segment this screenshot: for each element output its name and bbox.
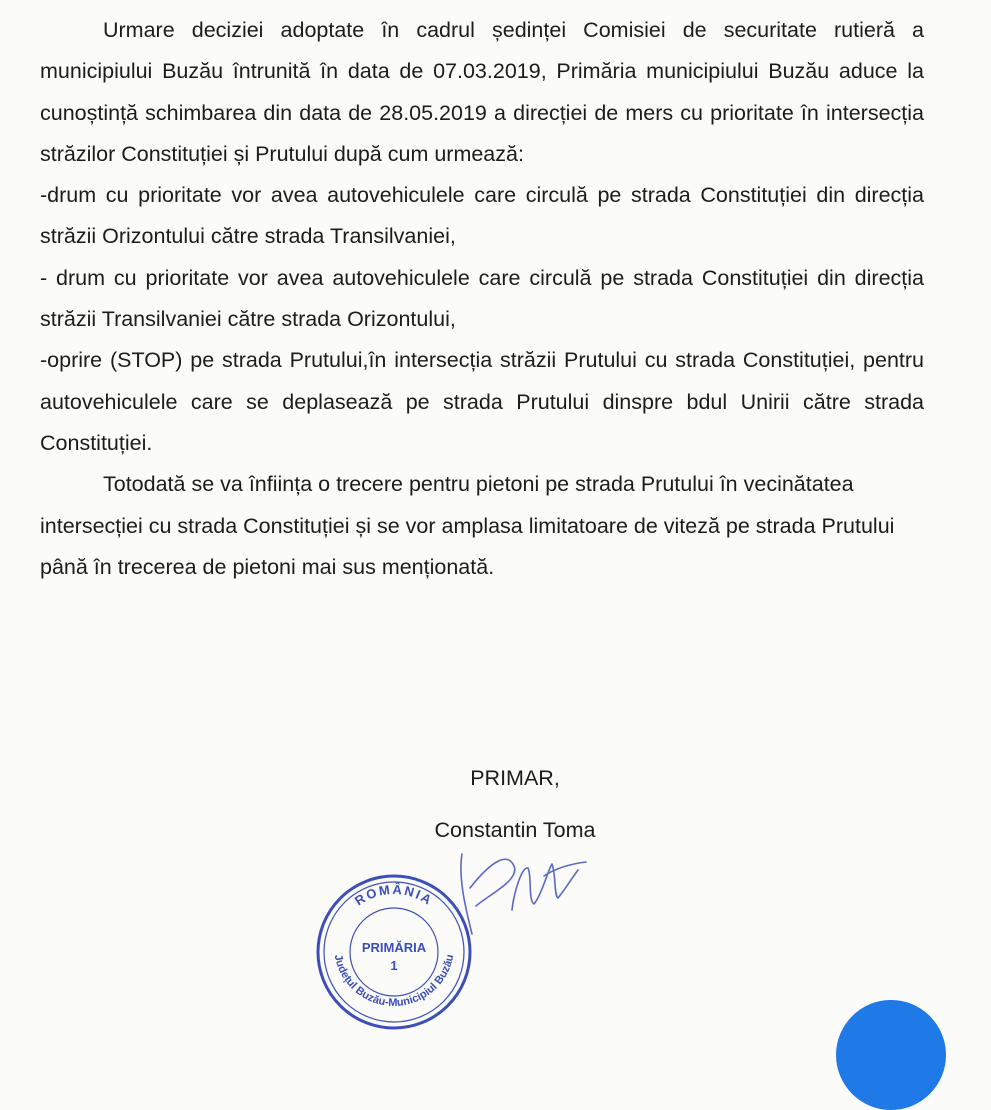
floating-action-button[interactable] [836, 1000, 946, 1110]
intro-paragraph: Urmare deciziei adoptate în cadrul ședinței Comisiei de securitate rutieră a municipiului Buzău întrunită în data de 07.03.2019, Primăria municipiului Buzău aduce la cunoștință schimbarea din data de 28.05.2019 a direcției de mers cu prioritate în intersecția străzilor Constituției și Prutului după cum urmează: [40, 18, 924, 166]
document-body [40, 10, 924, 588]
signer-name: Constantin Toma [434, 818, 596, 842]
seal-center-text: PRIMĂRIA [361, 940, 427, 955]
rule-paragraph-2: - drum cu prioritate vor avea autovehiculele care circulă pe strada Constituției din direcția străzii Transilvaniei către strada Orizontului, [40, 265, 924, 332]
seal-bottom-text: Județul Buzău-Municipiul Buzău [331, 953, 457, 1010]
rule-paragraph-1: -drum cu prioritate vor avea autovehiculele care circulă pe strada Constituției din direcția străzii Orizontului către strada Transilvaniei, [40, 183, 924, 249]
seal-top-text: ROMÂNIA [352, 881, 436, 909]
rule-paragraph-3: -oprire (STOP) pe strada Prutului,în intersecția străzii Prutului cu strada Constituției, pentru autovehiculele care se deplasează pe strada Prutului dinspre bdul Unirii către strada Constituției. [40, 348, 924, 455]
official-seal [312, 870, 476, 1034]
svg-text:ROMÂNIA [352, 882, 436, 909]
signer-role: PRIMAR, [470, 766, 560, 790]
seal-number: 1 [390, 958, 398, 973]
closing-paragraph: Totodată se va înființa o trecere pentru pietoni pe strada Prutului în vecinătatea intersecției cu strada Constituției și se vor amplasa limitatoare de viteză pe strada Prutului până în trecerea de pietoni mai sus menționată. [40, 472, 895, 579]
